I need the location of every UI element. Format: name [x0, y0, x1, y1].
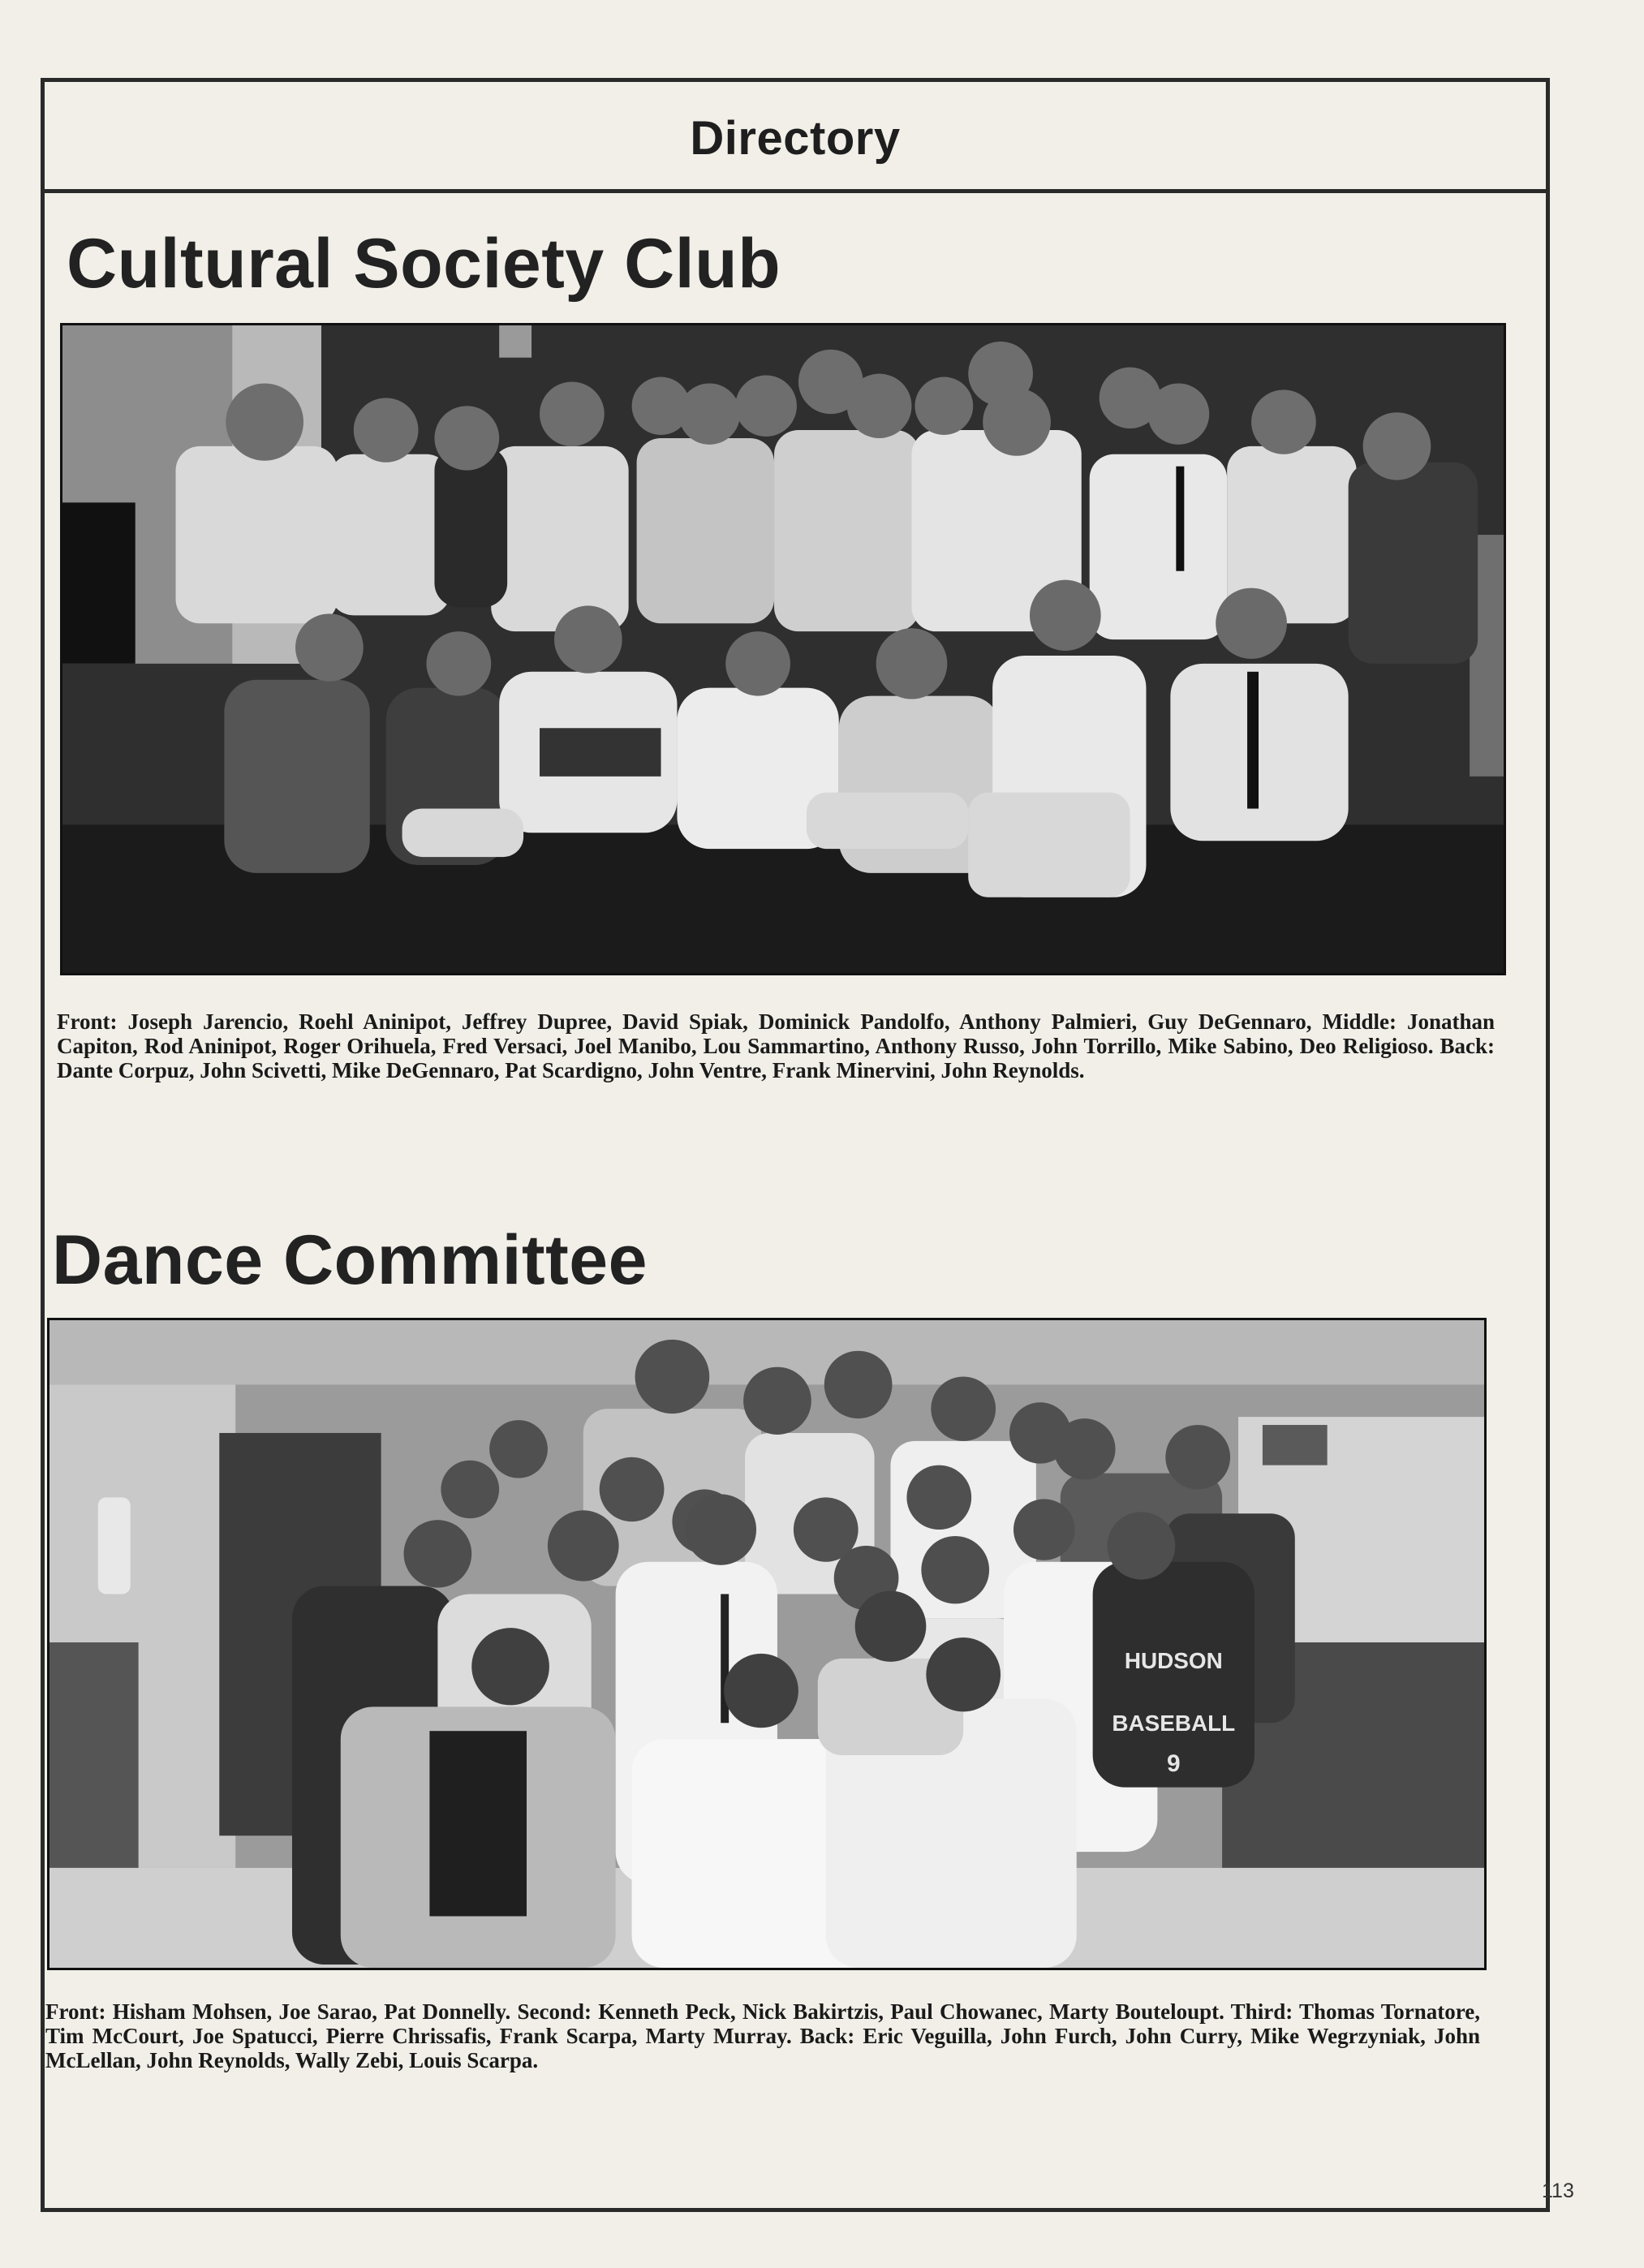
group-photo-illustration [62, 325, 1504, 973]
page-number: 113 [1542, 2180, 1574, 2202]
dance-committee-caption: Front: Hisham Mohsen, Joe Sarao, Pat Donnelly. Second: Kenneth Peck, Nick Bakirtzis, Paul Chowanec, Marty Bouteloupt. Third: Thomas Tornatore, Tim McCourt, Joe Spatucci, Pierre Chrissafis, Frank Scarpa, Marty Murray. Back: Eric Veguilla, John Furch, John Curry, Mike Wegrzyniak, John McLellan, John Reynolds, Wally Zebi, Louis Scarpa. [45, 1999, 1480, 2072]
shirt-number-text: 9 [1166, 1749, 1181, 1777]
cultural-society-club-group-photo [60, 323, 1506, 975]
dance-committee-photo-illustration [49, 1320, 1484, 1968]
cultural-society-club-caption: Front: Joseph Jarencio, Roehl Aninipot, Jeffrey Dupree, David Spiak, Dominick Pandolfo, Anthony Palmieri, Guy DeGennaro, Middle: Jonathan Capiton, Rod Aninipot, Roger Orihuela, Fred Versaci, Joel Manibo, Lou Sammartino, Anthony Russo, John Torrillo, Mike Sabino, Deo Religioso. Back: Dante Corpuz, John Scivetti, Mike DeGennaro, Pat Scardigno, John Ventre, Frank Minervini, John Reynolds. [57, 1009, 1495, 1082]
header-title: Directory [690, 111, 901, 165]
section-title-dance-committee: Dance Committee [52, 1221, 648, 1299]
directory-header [45, 82, 1546, 193]
hudson-shirt-text: HUDSON [1124, 1647, 1223, 1673]
baseball-shirt-text: BASEBALL [1112, 1711, 1236, 1737]
section-title-cultural-society-club: Cultural Society Club [67, 225, 781, 303]
dance-committee-group-photo [47, 1318, 1487, 1970]
